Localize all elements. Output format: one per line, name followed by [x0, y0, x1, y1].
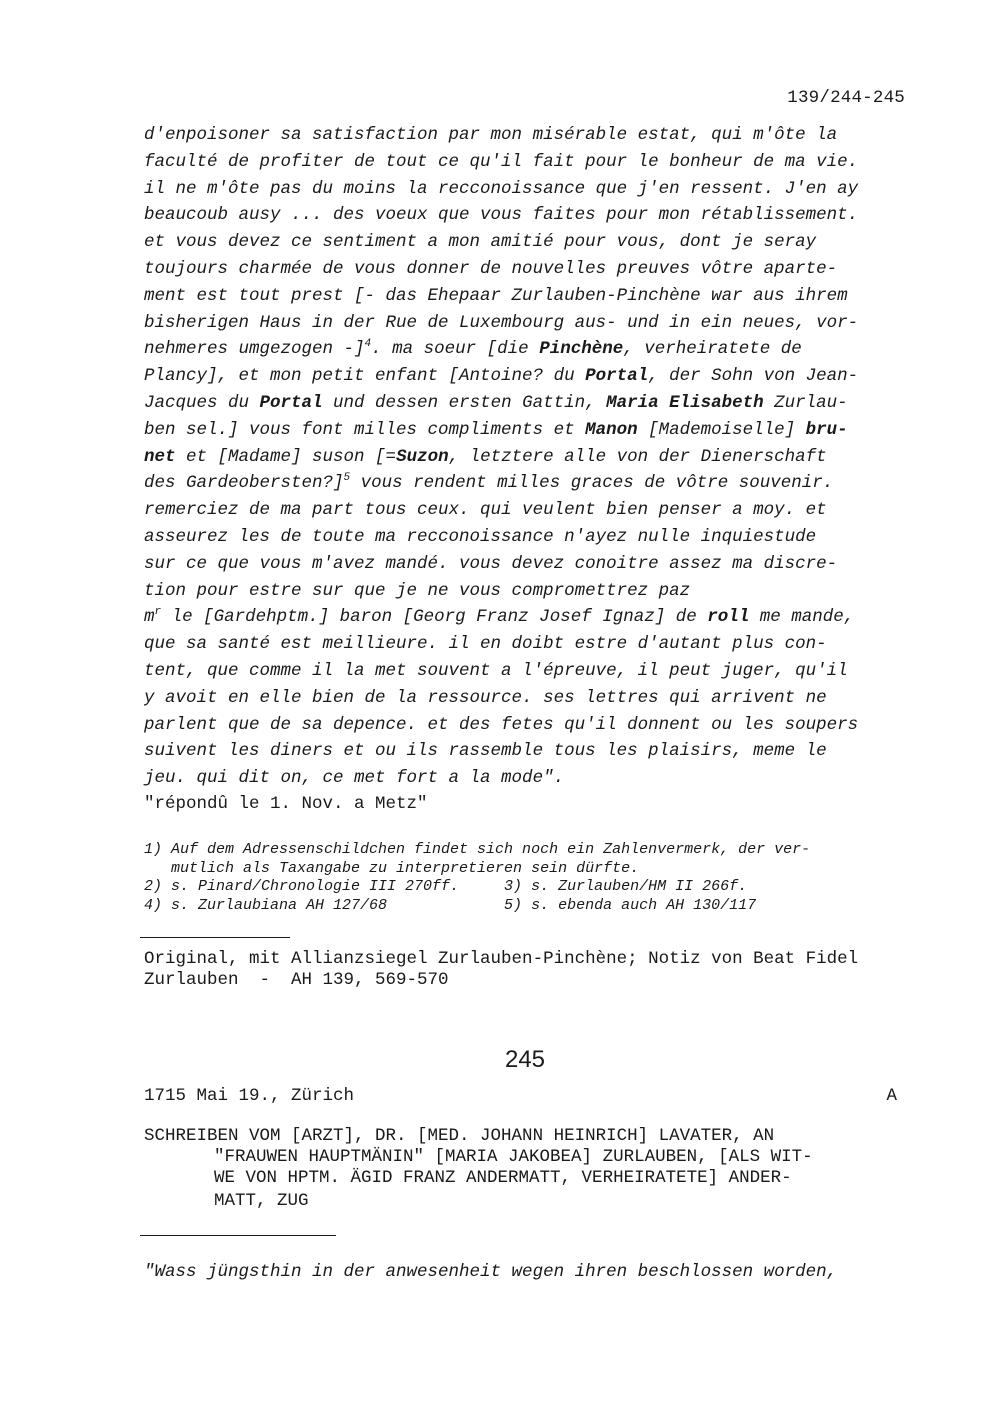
- text-run: tion pour estre sur que je ne vous compromettrez paz: [144, 580, 691, 601]
- letter-line: [144, 581, 690, 601]
- letter-line: [144, 500, 827, 520]
- document-title-line: MATT, ZUG: [214, 1191, 309, 1211]
- text-run: [Mademoiselle]: [637, 419, 806, 440]
- text-run: Zurlau-: [763, 393, 848, 413]
- letter-line: [144, 259, 837, 279]
- text-run: il ne m'ôte pas du moins la recconoissance que j'en ressent. J'en ay: [144, 178, 859, 199]
- footnote-line: 2) s. Pinard/Chronologie III 270ff. 3) s. Zurlauben/HM II 266f.: [144, 878, 748, 896]
- text-run: tent, que comme il la met souvent a l'épreuve, il peut juger, qu'il: [144, 661, 848, 681]
- letter-line: [144, 339, 802, 359]
- text-run: toujours charmée de vous donner de nouvelles preuves vôtre aparte-: [144, 259, 838, 279]
- text-run: m: [144, 607, 155, 628]
- text-run: remerciez de ma part tous ceux. qui veulent bien penser a moy. et: [144, 500, 827, 521]
- text-run: nehmeres umgezogen -]: [144, 339, 365, 360]
- page-reference: 139/244-245: [787, 88, 905, 108]
- letter-line: [144, 313, 858, 333]
- text-run: des Gardeobersten?]: [144, 473, 344, 494]
- text-run: Plancy], et mon petit enfant [Antoine? du: [144, 366, 586, 387]
- text-run: et vous devez ce sentiment a mon amitié pour vous, dont je seray: [144, 232, 817, 253]
- footnote-line: 1) Auf dem Adressenschildchen findet sich noch ein Zahlenvermerk, der ver-: [144, 841, 811, 858]
- text-run: bisherigen Haus in der Rue de Luxembourg aus- und in ein neues, vor-: [144, 312, 859, 333]
- letter-line: [144, 554, 837, 574]
- letter-line: [144, 179, 858, 199]
- text-run: me mande,: [749, 607, 855, 628]
- text-run: beaucoub ausy ... des voeux que vous faites pour mon rétablissement.: [144, 205, 859, 226]
- text-run: le [Gardehptm.] baron [Georg Franz Josef Ignaz] de: [161, 607, 708, 628]
- text-run: suivent les diners et ou ils rassemble tous les plaisirs, meme le: [144, 741, 827, 762]
- text-run: y avoit en elle bien de la ressource. ses lettres qui arrivent ne: [144, 687, 827, 708]
- text-run: faculté de profiter de tout ce qu'il fait pour le bonheur de ma vie.: [144, 151, 859, 172]
- letter-line: [144, 768, 564, 788]
- document-title-line: WE VON HPTM. ÄGID FRANZ ANDERMATT, VERHEIRATETE] ANDER-: [214, 1168, 792, 1188]
- text-run: que sa santé est meillieure. il en doibt estre d'autant plus con-: [144, 634, 827, 655]
- bold-name: Portal: [585, 366, 649, 387]
- letter-line: [144, 286, 848, 306]
- text-run: asseurez les de toute ma recconoissance n'ayez nulle inquiestude: [144, 527, 817, 547]
- letter-line: [144, 205, 858, 225]
- bold-name: Maria Elisabeth: [606, 393, 764, 413]
- source-line: Original, mit Allianzsiegel Zurlauben-Pinchène; Notiz von Beat Fidel: [144, 949, 859, 969]
- text-run: , letztere alle von der Dienerschaft: [448, 446, 827, 467]
- bold-name: Pinchène: [539, 339, 624, 360]
- text-run: Jacques du: [144, 393, 260, 413]
- text-run: , der Sohn von Jean-: [648, 366, 859, 387]
- letter-line: [144, 661, 848, 681]
- footnote-marker: 4: [364, 338, 372, 351]
- footnote-marker: r: [154, 606, 162, 619]
- letter-line: [144, 366, 858, 386]
- text-run: jeu. qui dit on, ce met fort a la mode".: [144, 768, 565, 789]
- letter-line: [144, 393, 848, 413]
- letter-line: [144, 447, 827, 467]
- footnote-marker: 5: [343, 472, 351, 485]
- footnote-divider: [140, 937, 290, 938]
- reply-note: "répondû le 1. Nov. a Metz": [144, 794, 428, 814]
- bold-name: roll: [707, 607, 750, 628]
- text-run: und dessen ersten Gattin,: [322, 393, 607, 413]
- letter-first-line: "Wass jüngsthin in der anwesenheit wegen ihren beschlossen worden,: [144, 1262, 838, 1282]
- text-run: et [Madame] suson [=: [175, 446, 397, 467]
- text-run: . ma soeur [die: [371, 339, 540, 360]
- letter-line: [144, 152, 858, 172]
- text-run: vous rendent milles graces de vôtre souvenir.: [350, 473, 834, 494]
- letter-line: [144, 420, 848, 440]
- document-title-line: "FRAUWEN HAUPTMÄNIN" [MARIA JAKOBEA] ZURLAUBEN, [ALS WIT-: [214, 1147, 813, 1167]
- letter-line: [144, 607, 854, 627]
- letter-line: [144, 715, 858, 735]
- bold-name: Manon: [585, 419, 638, 440]
- letter-line: [144, 688, 827, 708]
- text-run: d'enpoisoner sa satisfaction par mon misérable estat, qui m'ôte la: [144, 125, 838, 145]
- document-title-line: SCHREIBEN VOM [ARZT], DR. [MED. JOHANN HEINRICH] LAVATER, AN: [144, 1126, 775, 1146]
- document-date-place: 1715 Mai 19., Zürich: [144, 1086, 355, 1106]
- text-run: , verheiratete de: [623, 339, 802, 360]
- source-line: Zurlauben - AH 139, 569-570: [144, 970, 449, 990]
- footnote-line: mutlich als Taxangabe zu interpretieren sein dürfte.: [144, 859, 640, 877]
- letter-line: [144, 741, 827, 761]
- letter-line: [144, 125, 837, 145]
- bold-name: Suzon: [396, 446, 449, 467]
- letter-line: [144, 527, 816, 547]
- footnote-line: 4) s. Zurlaubiana AH 127/68 5) s. ebenda auch AH 130/117: [144, 896, 757, 914]
- letter-line: [144, 473, 833, 493]
- bold-name: Portal: [259, 393, 323, 413]
- document-number: 245: [504, 1046, 546, 1073]
- bold-name: bru-: [805, 419, 848, 440]
- text-run: ben sel.] vous font milles compliments et: [144, 419, 586, 440]
- letter-line: [144, 232, 816, 252]
- text-run: sur ce que vous m'avez mandé. vous devez conoitre assez ma discre-: [144, 553, 838, 574]
- document-type-code: A: [886, 1086, 897, 1106]
- bold-name: net: [144, 446, 176, 467]
- letter-line: [144, 634, 827, 654]
- title-divider: [140, 1235, 336, 1236]
- text-run: ment est tout prest [- das Ehepaar Zurlauben-Pinchène war aus ihrem: [144, 285, 848, 306]
- text-run: parlent que de sa depence. et des fetes qu'il donnent ou les soupers: [144, 714, 859, 735]
